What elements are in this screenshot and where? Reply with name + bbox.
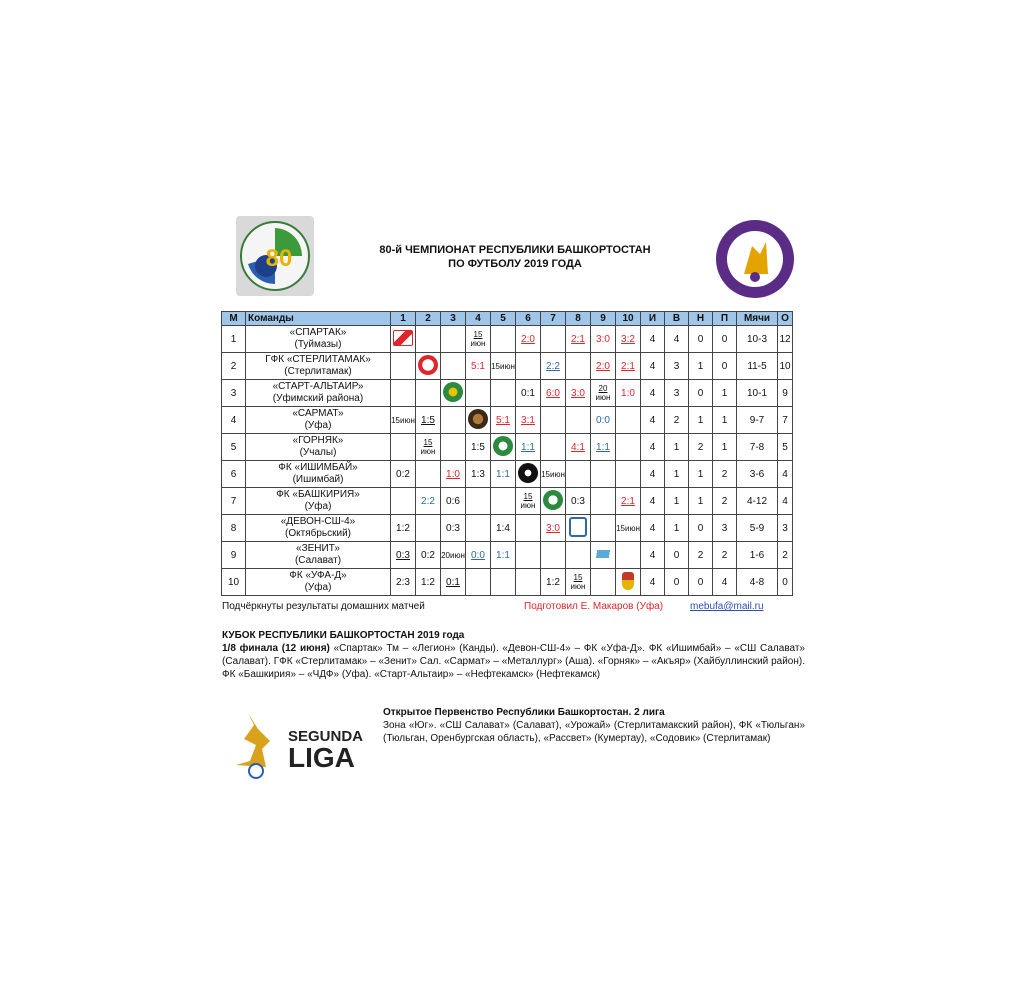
gornyak-badge-icon xyxy=(493,436,513,456)
club-badge-cell xyxy=(516,461,541,488)
wins: 3 xyxy=(665,380,689,407)
match-score: 0:2 xyxy=(396,468,410,480)
match-score: 0:6 xyxy=(446,495,460,507)
header-wins: В xyxy=(665,312,689,326)
team-city: (Уфа) xyxy=(304,420,332,431)
match-date-day: 15 xyxy=(473,330,483,339)
match-score: 0:0 xyxy=(471,549,485,561)
match-score: 3:0 xyxy=(546,522,560,534)
match-score: 0:3 xyxy=(396,549,410,561)
team-city: (Туймазы) xyxy=(294,339,342,350)
draws: 0 xyxy=(689,515,713,542)
team-name: «ЗЕНИТ» xyxy=(296,543,340,554)
losses: 4 xyxy=(713,569,737,596)
match-date-month: июн xyxy=(625,523,640,533)
played: 4 xyxy=(641,380,665,407)
svg-text:80: 80 xyxy=(265,245,293,272)
club-badge-cell xyxy=(616,569,641,596)
match-date-month: июн xyxy=(420,447,436,456)
row-place: 6 xyxy=(222,461,246,488)
row-place: 10 xyxy=(222,569,246,596)
match-date-month: июн xyxy=(400,415,415,425)
liga-teams: Зона «Юг». «СШ Салават» (Салават), «Урожай» (Стерлитамакский район), ФК «Тюльган» (Тюльган, Оренбургская область), «Рассвет» (Кумертау), «Содовик» (Стерлитамак) xyxy=(383,720,805,744)
header-teams: Команды xyxy=(246,312,391,326)
draws: 2 xyxy=(689,434,713,461)
played: 4 xyxy=(641,407,665,434)
match-score: 1:0 xyxy=(621,387,635,399)
header-col-6: 6 xyxy=(516,312,541,326)
row-place: 3 xyxy=(222,380,246,407)
match-date-month: июн xyxy=(500,361,515,371)
sarmat-badge-icon xyxy=(468,409,488,429)
goals: 4-8 xyxy=(737,569,778,596)
header-played: И xyxy=(641,312,665,326)
goals: 11-5 xyxy=(737,353,778,380)
team-name: ФК «УФА-Д» xyxy=(289,570,347,581)
match-score: 1:2 xyxy=(396,522,410,534)
wins: 1 xyxy=(665,515,689,542)
table-row xyxy=(222,353,793,380)
team-name: «СТАРТ-АЛЬТАИР» xyxy=(272,381,364,392)
team-cell xyxy=(246,569,391,596)
match-score: 1:1 xyxy=(521,441,535,453)
wins: 1 xyxy=(665,434,689,461)
team-city: (Уфа) xyxy=(304,582,332,593)
draws: 0 xyxy=(689,326,713,353)
table-header-row xyxy=(222,312,793,326)
match-score: 3:2 xyxy=(621,333,635,345)
team-cell xyxy=(246,488,391,515)
points: 5 xyxy=(778,434,793,461)
goals: 9-7 xyxy=(737,407,778,434)
cup-fixtures: «Спартак» Тм – «Легион» (Канды). «Девон-СШ-4» – ФК «Уфа-Д». ФК «Ишимбай» – «СШ Салават» (Салават). ГФК «Стерлитамак» – «Зенит» Сал. «Сармат» – «Металлург» (Аша). «Горняк» – «Акъяр» (Хайбуллинский район). ФК «Башкирия» – «ЧДФ» (Уфа). «Старт-Альтаир» – «Нефтекамск» (Нефтекамск) xyxy=(222,643,805,680)
wins: 2 xyxy=(665,407,689,434)
losses: 2 xyxy=(713,488,737,515)
match-date-day: 15 xyxy=(391,415,400,425)
match-score: 2:2 xyxy=(421,495,435,507)
played: 4 xyxy=(641,353,665,380)
row-place: 8 xyxy=(222,515,246,542)
header-col-4: 4 xyxy=(466,312,491,326)
header-col-2: 2 xyxy=(416,312,441,326)
team-city: (Октябрьский) xyxy=(285,528,351,539)
header-draws: Н xyxy=(689,312,713,326)
cup-round: 1/8 финала (12 июня) xyxy=(222,643,330,654)
match-score: 0:3 xyxy=(571,495,585,507)
bashkiria-badge-icon xyxy=(543,490,563,510)
match-date-month: июн xyxy=(550,469,565,479)
header-col-3: 3 xyxy=(441,312,466,326)
match-score: 0:1 xyxy=(521,387,535,399)
header-goals: Мячи xyxy=(737,312,778,326)
match-score: 3:1 xyxy=(521,414,535,426)
goals: 7-8 xyxy=(737,434,778,461)
match-score: 2:3 xyxy=(396,576,410,588)
match-score: 1:2 xyxy=(546,576,560,588)
wins: 1 xyxy=(665,488,689,515)
table-row xyxy=(222,407,793,434)
match-score: 2:0 xyxy=(521,333,535,345)
match-score: 1:4 xyxy=(496,522,510,534)
draws: 0 xyxy=(689,380,713,407)
match-score: 6:0 xyxy=(546,387,560,399)
match-date-day: 15 xyxy=(573,573,583,582)
team-name: ФК «БАШКИРИЯ» xyxy=(276,489,360,500)
zenit-badge-icon xyxy=(593,550,613,558)
team-cell xyxy=(246,326,391,353)
wins: 0 xyxy=(665,542,689,569)
team-cell xyxy=(246,380,391,407)
team-city: (Стерлитамак) xyxy=(284,366,352,377)
championship-80-logo xyxy=(236,216,314,296)
losses: 0 xyxy=(713,326,737,353)
team-name: «САРМАТ» xyxy=(292,408,344,419)
played: 4 xyxy=(641,488,665,515)
draws: 1 xyxy=(689,407,713,434)
played: 4 xyxy=(641,326,665,353)
wins: 4 xyxy=(665,326,689,353)
points: 0 xyxy=(778,569,793,596)
played: 4 xyxy=(641,569,665,596)
club-badge-cell xyxy=(541,488,566,515)
club-badge-cell xyxy=(566,515,591,542)
match-score: 5:1 xyxy=(496,414,510,426)
match-date-month: июн xyxy=(570,582,586,591)
team-city: (Ишимбай) xyxy=(292,474,344,485)
spartak-badge-icon xyxy=(393,330,413,346)
team-cell xyxy=(246,515,391,542)
losses: 1 xyxy=(713,407,737,434)
cup-title: КУБОК РЕСПУБЛИКИ БАШКОРТОСТАН 2019 года xyxy=(222,630,465,641)
team-city: (Уфа) xyxy=(304,501,332,512)
match-score: 2:2 xyxy=(546,360,560,372)
draws: 1 xyxy=(689,353,713,380)
header-points: О xyxy=(778,312,793,326)
table-row xyxy=(222,542,793,569)
header-m: М xyxy=(222,312,246,326)
team-city: (Учалы) xyxy=(299,447,337,458)
match-score: 0:3 xyxy=(446,522,460,534)
match-score: 1:2 xyxy=(421,576,435,588)
row-place: 1 xyxy=(222,326,246,353)
goals: 5-9 xyxy=(737,515,778,542)
title-line-1: 80-й ЧЕМПИОНАТ РЕСПУБЛИКИ БАШКОРТОСТАН xyxy=(379,244,651,256)
segunda-liga-logo xyxy=(230,705,370,780)
club-badge-cell xyxy=(391,326,416,353)
title-line-2: ПО ФУТБОЛУ 2019 ГОДА xyxy=(448,258,582,270)
row-place: 7 xyxy=(222,488,246,515)
match-date-day: 15 xyxy=(523,492,533,501)
club-badge-cell xyxy=(441,380,466,407)
match-score: 1:1 xyxy=(496,468,510,480)
table-row xyxy=(222,380,793,407)
header-col-7: 7 xyxy=(541,312,566,326)
match-score: 4:1 xyxy=(571,441,585,453)
wins: 0 xyxy=(665,569,689,596)
federation-logo xyxy=(714,218,796,300)
match-score: 1:1 xyxy=(596,441,610,453)
match-score: 1:3 xyxy=(471,468,485,480)
header-col-9: 9 xyxy=(591,312,616,326)
match-date-month: июн xyxy=(470,339,486,348)
points: 12 xyxy=(778,326,793,353)
start-altair-badge-icon xyxy=(443,382,463,402)
svg-text:SEGUNDA: SEGUNDA xyxy=(288,728,364,745)
points: 4 xyxy=(778,488,793,515)
match-date-day: 20 xyxy=(598,384,608,393)
match-score: 0:2 xyxy=(421,549,435,561)
draws: 1 xyxy=(689,461,713,488)
header-col-8: 8 xyxy=(566,312,591,326)
draws: 0 xyxy=(689,569,713,596)
played: 4 xyxy=(641,515,665,542)
match-score: 0:0 xyxy=(596,414,610,426)
ishimbay-badge-icon xyxy=(518,463,538,483)
team-name: ФК «ИШИМБАЙ» xyxy=(278,462,358,473)
wins: 3 xyxy=(665,353,689,380)
club-badge-cell xyxy=(416,353,441,380)
liga-section xyxy=(383,706,805,745)
club-badge-cell xyxy=(591,542,616,569)
points: 7 xyxy=(778,407,793,434)
table-row xyxy=(222,569,793,596)
table-row xyxy=(222,326,793,353)
match-score: 1:5 xyxy=(471,441,485,453)
team-name: «ГОРНЯК» xyxy=(292,435,344,446)
losses: 1 xyxy=(713,434,737,461)
draws: 1 xyxy=(689,488,713,515)
row-place: 9 xyxy=(222,542,246,569)
header-losses: П xyxy=(713,312,737,326)
header-col-5: 5 xyxy=(491,312,516,326)
home-matches-note: Подчёркнуты результаты домашних матчей xyxy=(222,601,425,612)
email-link[interactable]: mebufa@mail.ru xyxy=(690,601,764,612)
sterlitamak-badge-icon xyxy=(418,355,438,375)
played: 4 xyxy=(641,434,665,461)
author-credit: Подготовил Е. Макаров (Уфа) xyxy=(524,601,664,612)
losses: 1 xyxy=(713,380,737,407)
match-date-day: 15 xyxy=(616,523,625,533)
match-date-day: 20 xyxy=(441,550,450,560)
team-name: ГФК «СТЕРЛИТАМАК» xyxy=(265,354,371,365)
devon-badge-icon xyxy=(569,517,587,537)
points: 2 xyxy=(778,542,793,569)
match-score: 5:1 xyxy=(471,360,485,372)
header-col-10: 10 xyxy=(616,312,641,326)
row-place: 5 xyxy=(222,434,246,461)
match-score: 2:1 xyxy=(621,495,635,507)
match-date-day: 15 xyxy=(423,438,433,447)
goals: 1-6 xyxy=(737,542,778,569)
goals: 10-3 xyxy=(737,326,778,353)
page-title xyxy=(330,243,700,271)
cup-section xyxy=(222,629,805,681)
table-row xyxy=(222,515,793,542)
match-score: 2:1 xyxy=(621,360,635,372)
team-cell xyxy=(246,407,391,434)
points: 4 xyxy=(778,461,793,488)
match-score: 0:1 xyxy=(446,576,460,588)
points: 9 xyxy=(778,380,793,407)
svg-text:LIGA: LIGA xyxy=(288,742,355,773)
liga-title: Открытое Первенство Республики Башкортостан. 2 лига xyxy=(383,707,665,718)
ufa-d-badge-icon xyxy=(622,572,634,590)
played: 4 xyxy=(641,461,665,488)
row-place: 4 xyxy=(222,407,246,434)
match-date-month: июн xyxy=(520,501,536,510)
club-badge-cell xyxy=(466,407,491,434)
team-name: «ДЕВОН-СШ-4» xyxy=(280,516,356,527)
team-cell xyxy=(246,461,391,488)
points: 3 xyxy=(778,515,793,542)
match-score: 1:1 xyxy=(496,549,510,561)
match-date-month: июн xyxy=(595,393,611,402)
team-name: «СПАРТАК» xyxy=(289,327,347,338)
goals: 3-6 xyxy=(737,461,778,488)
row-place: 2 xyxy=(222,353,246,380)
standings-table xyxy=(221,311,793,596)
club-badge-cell xyxy=(491,434,516,461)
match-score: 2:1 xyxy=(571,333,585,345)
match-score: 3:0 xyxy=(571,387,585,399)
match-score: 1:0 xyxy=(446,468,460,480)
team-cell xyxy=(246,353,391,380)
match-score: 1:5 xyxy=(421,414,435,426)
match-score: 2:0 xyxy=(596,360,610,372)
losses: 2 xyxy=(713,542,737,569)
goals: 10-1 xyxy=(737,380,778,407)
table-row xyxy=(222,461,793,488)
match-score: 3:0 xyxy=(596,333,610,345)
team-cell xyxy=(246,542,391,569)
header-col-1: 1 xyxy=(391,312,416,326)
match-date-day: 15 xyxy=(541,469,550,479)
match-date-month: июн xyxy=(450,550,465,560)
wins: 1 xyxy=(665,461,689,488)
table-row xyxy=(222,488,793,515)
goals: 4-12 xyxy=(737,488,778,515)
match-date-day: 15 xyxy=(491,361,500,371)
losses: 0 xyxy=(713,353,737,380)
losses: 2 xyxy=(713,461,737,488)
team-cell xyxy=(246,434,391,461)
played: 4 xyxy=(641,542,665,569)
team-city: (Салават) xyxy=(294,555,342,566)
draws: 2 xyxy=(689,542,713,569)
team-city: (Уфимский района) xyxy=(272,393,364,404)
losses: 3 xyxy=(713,515,737,542)
table-row xyxy=(222,434,793,461)
points: 10 xyxy=(778,353,793,380)
